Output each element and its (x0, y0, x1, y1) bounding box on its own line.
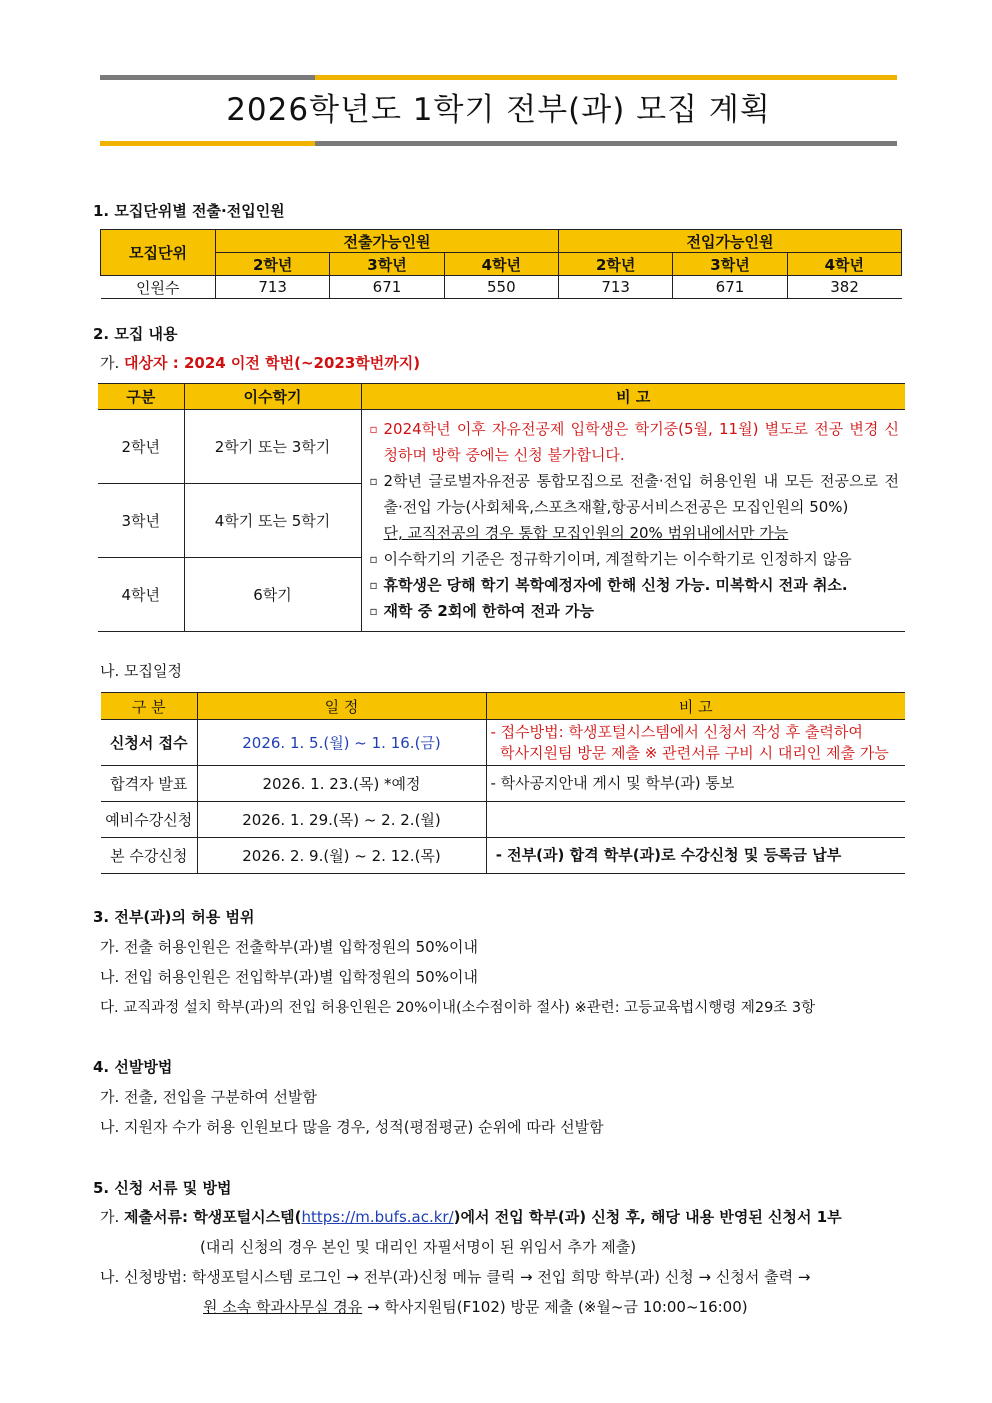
allow-in-line: 나. 전입 허용인원은 전입학부(과)별 입학정원의 50%이내 (100, 968, 478, 986)
selection-a: 가. 전출, 전입을 구분하여 선발함 (100, 1088, 317, 1106)
sched-label: 신청서 접수 (101, 720, 197, 766)
sched-date: 2026. 1. 5.(월) ~ 1. 16.(금) (197, 720, 486, 766)
sched-date: 2026. 1. 23.(목) *예정 (197, 766, 486, 802)
allow-out-line: 가. 전출 허용인원은 전출학부(과)별 입학정원의 50%이내 (100, 938, 478, 956)
quota-value: 671 (330, 276, 444, 299)
note-item: ▫ 2학년 글로벌자유전공 통합모집으로 전출·전입 허용인원 내 모든 전공으로 전출·전입 가능(사회체육,스포츠재활,항공서비스전공은 모집인원의 50%) 단, 교직전공의 경우 통합 모집인원의 20% 범위내에서만 가능 (370, 468, 900, 546)
quota-value: 713 (558, 276, 672, 299)
semester-cell: 6학기 (184, 558, 361, 632)
section5-heading: 5. 신청 서류 및 방법 (93, 1179, 232, 1197)
sched-header-remarks: 비 고 (486, 693, 905, 720)
method-line: 나. 신청방법: 학생포털시스템 로그인 → 전부(과)신청 메뉴 클릭 → 전입 희망 학부(과) 신청 → 신청서 출력 → (100, 1268, 811, 1286)
grade-header: 3학년 (330, 253, 444, 276)
col-header-remarks: 비 고 (361, 384, 905, 410)
grade-cell: 2학년 (98, 410, 184, 484)
sched-remark (486, 802, 905, 838)
sched-label: 예비수강신청 (101, 802, 197, 838)
sched-header-date: 일 정 (197, 693, 486, 720)
portal-link[interactable]: https://m.bufs.ac.kr/ (301, 1208, 454, 1226)
note-item: ▫ 재학 중 2회에 한하여 전과 가능 (370, 598, 900, 624)
title-block (100, 75, 897, 146)
sched-header-category: 구 분 (101, 693, 197, 720)
semester-cell: 2학기 또는 3학기 (184, 410, 361, 484)
note-item: ▫ 2024학년 이후 자유전공제 입학생은 학기중(5월, 11월) 별도로 전공 변경 신청하며 방학 중에는 신청 불가합니다. (370, 416, 900, 468)
quota-value: 382 (787, 276, 901, 299)
semester-cell: 4학기 또는 5학기 (184, 484, 361, 558)
selection-b: 나. 지원자 수가 허용 인원보다 많을 경우, 성적(평점평균) 순위에 따라 선발함 (100, 1118, 604, 1136)
col-header-semester: 이수학기 (184, 384, 361, 410)
sched-label: 본 수강신청 (101, 838, 197, 874)
unit-header: 모집단위 (101, 230, 216, 276)
sched-label: 합격자 발표 (101, 766, 197, 802)
bullet-icon: ▫ (369, 422, 378, 436)
quota-table (100, 229, 902, 299)
grade-cell: 3학년 (98, 484, 184, 558)
section4-heading: 4. 선발방법 (93, 1058, 173, 1076)
note-item: ▫ 이수학기의 기준은 정규학기이며, 계절학기는 이수학기로 인정하지 않음 (370, 546, 900, 572)
eligibility-table (98, 383, 905, 632)
allow-teaching-line: 다. 교직과정 설치 학부(과)의 전입 허용인원은 20%이내(소수점이하 절사) ※관련: 고등교육법시행령 제29조 3항 (100, 1000, 816, 1016)
section3-heading: 3. 전부(과)의 허용 범위 (93, 908, 255, 926)
grade-header: 4학년 (787, 253, 901, 276)
quota-value: 713 (216, 276, 330, 299)
in-header: 전입가능인원 (558, 230, 901, 253)
quota-value: 671 (673, 276, 787, 299)
col-header-category: 구분 (98, 384, 184, 410)
bullet-icon: ▫ (369, 474, 378, 488)
documents-note: (대리 신청의 경우 본인 및 대리인 자필서명이 된 위임서 추가 제출) (200, 1238, 637, 1256)
sched-remark: - 학사공지안내 게시 및 학부(과) 통보 (486, 766, 905, 802)
sched-date: 2026. 1. 29.(목) ~ 2. 2.(월) (197, 802, 486, 838)
grade-header: 2학년 (216, 253, 330, 276)
page-title: 2026학년도 1학기 전부(과) 모집 계획 (226, 92, 771, 128)
row-label: 인원수 (101, 276, 216, 299)
note-item: ▫ 휴학생은 당해 학기 복학예정자에 한해 신청 가능. 미복학시 전과 취소. (370, 572, 900, 598)
target-line (100, 352, 420, 373)
grade-header: 3학년 (673, 253, 787, 276)
sched-remark: - 접수방법: 학생포털시스템에서 신청서 작성 후 출력하여 학사지원팀 방문 제출 ※ 관련서류 구비 시 대리인 제출 가능 (486, 720, 905, 766)
schedule-subheading: 나. 모집일정 (100, 662, 182, 680)
schedule-table (101, 692, 905, 874)
grade-header: 2학년 (558, 253, 672, 276)
quota-value: 550 (444, 276, 558, 299)
grade-header: 4학년 (444, 253, 558, 276)
bullet-icon: ▫ (369, 604, 378, 618)
sched-date: 2026. 2. 9.(월) ~ 2. 12.(목) (197, 838, 486, 874)
target-prefix: 가. (100, 354, 125, 372)
grade-cell: 4학년 (98, 558, 184, 632)
section1-heading: 1. 모집단위별 전출·전입인원 (93, 202, 285, 220)
sched-remark: - 전부(과) 합격 학부(과)로 수강신청 및 등록금 납부 (486, 838, 905, 874)
section2-heading: 2. 모집 내용 (93, 325, 178, 343)
target-text: 대상자 : 2024 이전 학번(~2023학번까지) (124, 354, 421, 372)
bullet-icon: ▫ (369, 578, 378, 592)
remarks-cell (361, 410, 905, 632)
documents-line: 가. 제출서류: 학생포털시스템(https://m.bufs.ac.kr/)에서 전입 학부(과) 신청 후, 해당 내용 반영된 신청서 1부 (100, 1208, 842, 1226)
method-line-2: 원 소속 학과사무실 경유 → 학사지원팀(F102) 방문 제출 (※월~금 10:00~16:00) (203, 1298, 748, 1316)
title-bottom-bar (100, 141, 897, 146)
out-header: 전출가능인원 (216, 230, 559, 253)
bullet-icon: ▫ (369, 552, 378, 566)
